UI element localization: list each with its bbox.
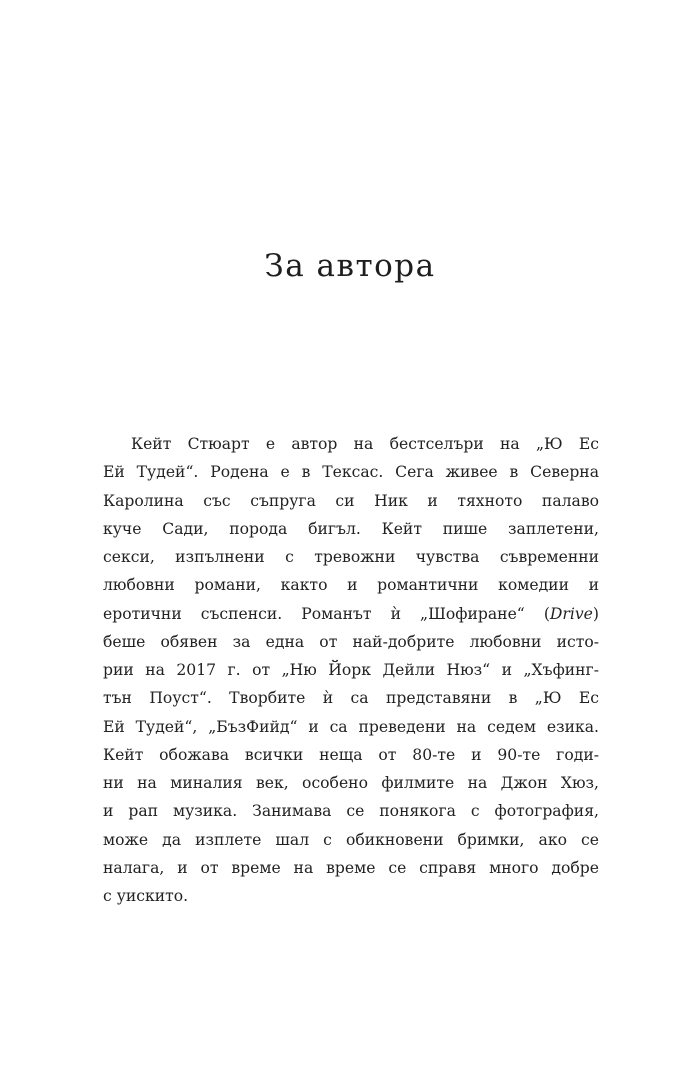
bio-line: тън Поуст“. Творбите ѝ са представяни в „Ю Ес [103, 689, 599, 708]
bio-line: и рап музика. Занимава се понякога с фотография, [103, 802, 599, 821]
bio-line: може да изплете шал с обикновени бримки, ако се [103, 830, 599, 849]
bio-line-text: еротични съспенси. Романът ѝ „Шофиране“ ( [103, 604, 550, 623]
bio-line: Каролина със съпруга си Ник и тяхното палаво [103, 491, 599, 510]
bio-line: беше обявен за една от най-добрите любовни исто- [103, 632, 599, 651]
bio-line: любовни романи, както и романтични комедии и [103, 576, 599, 595]
page-title: За автора [264, 248, 436, 284]
bio-line-tail: ) [592, 604, 599, 623]
bio-line: ни на миналия век, особено филмите на Джон Хюз, [103, 774, 599, 792]
bio-line: налага, и от време на време се справя много добре [103, 858, 599, 877]
bio-line: Кейт Стюарт е автор на бестселъри на „Ю Ес [131, 435, 599, 453]
bio-line-last: с уискито. [103, 887, 189, 905]
bio-line: секси, изпълнени с тревожни чувства съвременни [103, 548, 599, 566]
bio-line: Кейт обожава всички неща от 80-те и 90-те годи- [103, 745, 599, 764]
bio-line: куче Сади, порода бигъл. Кейт пише заплетени, [103, 519, 599, 538]
bio-line: Ей Тудей“, „БъзФийд“ и са преведени на седем езика. [103, 717, 599, 736]
bio-line: Ей Тудей“. Родена е в Тексас. Сега живее в Северна [103, 463, 599, 482]
author-bio [103, 430, 599, 910]
novel-title-italic: Drive [549, 604, 593, 623]
bio-line-with-italic [103, 600, 599, 628]
bio-line: рии на 2017 г. от „Ню Йорк Дейли Нюз“ и „Хъфинг- [103, 661, 599, 679]
